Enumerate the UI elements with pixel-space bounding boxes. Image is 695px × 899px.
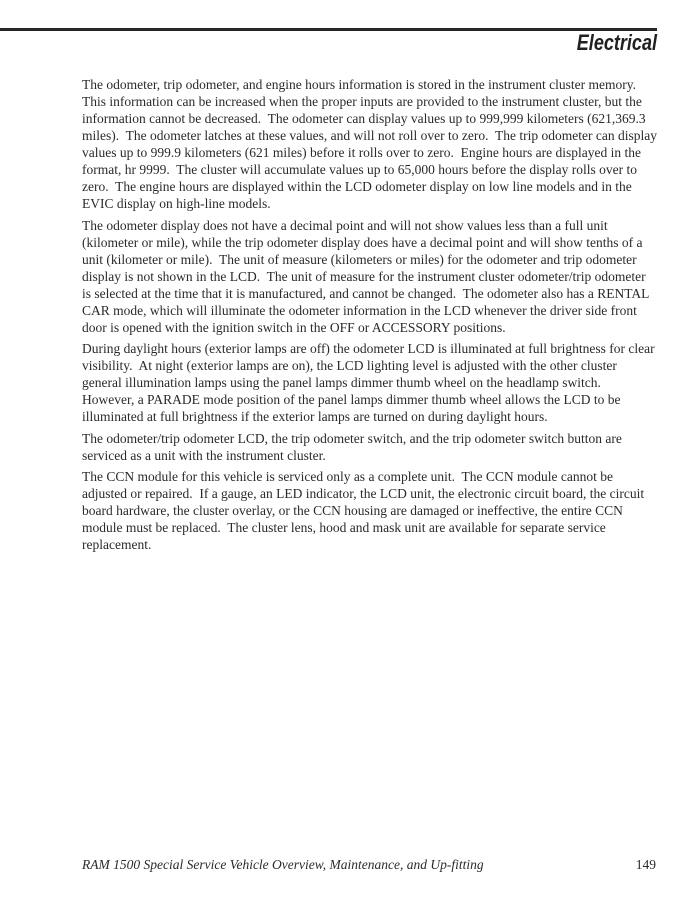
- paragraph-decimal-point: The odometer display does not have a decimal point and will not show values less than a full unit (kilometer or mile), while the trip odometer display does have a decimal point and will show tenths of a unit (kilometer or mile). The unit of measure (kilometers or miles) for the odometer and trip odometer display is not shown in the LCD. The unit of measure for the instrument cluster odometer/trip odometer is selected at the time that it is manufactured, and cannot be changed. The odometer also has a RENTAL CAR mode, which will illuminate the odometer information in the LCD whenever the driver side front door is opened with the ignition switch in the OFF or ACCESSORY positions.: [82, 217, 653, 335]
- footer-page-number: 149: [635, 857, 656, 872]
- paragraph-lcd-brightness: During daylight hours (exterior lamps are off) the odometer LCD is illuminated at full brightness for clear visibility. At night (exterior lamps are on), the LCD lighting level is adjusted with the other cluster general illumination lamps using the panel lamps dimmer thumb wheel on the headlamp switch. However, a PARADE mode position of the panel lamps dimmer thumb wheel allows the LCD to be illuminated at full brightness if the exterior lamps are turned on during daylight hours.: [82, 341, 658, 424]
- paragraph-ccn-module: The CCN module for this vehicle is serviced only as a complete unit. The CCN module cannot be adjusted or repaired. If a gauge, an LED indicator, the LCD unit, the electronic circuit board, the circuit board hardware, the cluster overlay, or the CCN housing are damaged or ineffective, the entire CCN module must be replaced. The cluster lens, hood and mask unit are available for separate service replacement.: [82, 469, 648, 552]
- footer-document-title: RAM 1500 Special Service Vehicle Overview, Maintenance, and Up-fitting: [82, 857, 484, 872]
- section-title: Electrical: [576, 30, 657, 55]
- paragraph-odometer-memory: The odometer, trip odometer, and engine hours information is stored in the instrument cluster memory. This information can be increased when the proper inputs are provided to the instrument cluster, but the information cannot be decreased. The odometer can display values up to 999,999 kilometers (621,369.3 miles). The odometer latches at these values, and will not roll over to zero. The trip odometer can display values up to 999.9 kilometers (621 miles) before it rolls over to zero. Engine hours are displayed in the format, hr 9999. The cluster will accumulate values up to 65,000 hours before the display rolls over to zero. The engine hours are displayed within the LCD odometer display on low line models and in the EVIC display on high-line models.: [82, 77, 661, 211]
- paragraph-serviced-as-unit: The odometer/trip odometer LCD, the trip odometer switch, and the trip odometer switch button are serviced as a unit with the instrument cluster.: [82, 430, 626, 463]
- page-footer: [82, 856, 656, 873]
- body-text: [82, 76, 661, 558]
